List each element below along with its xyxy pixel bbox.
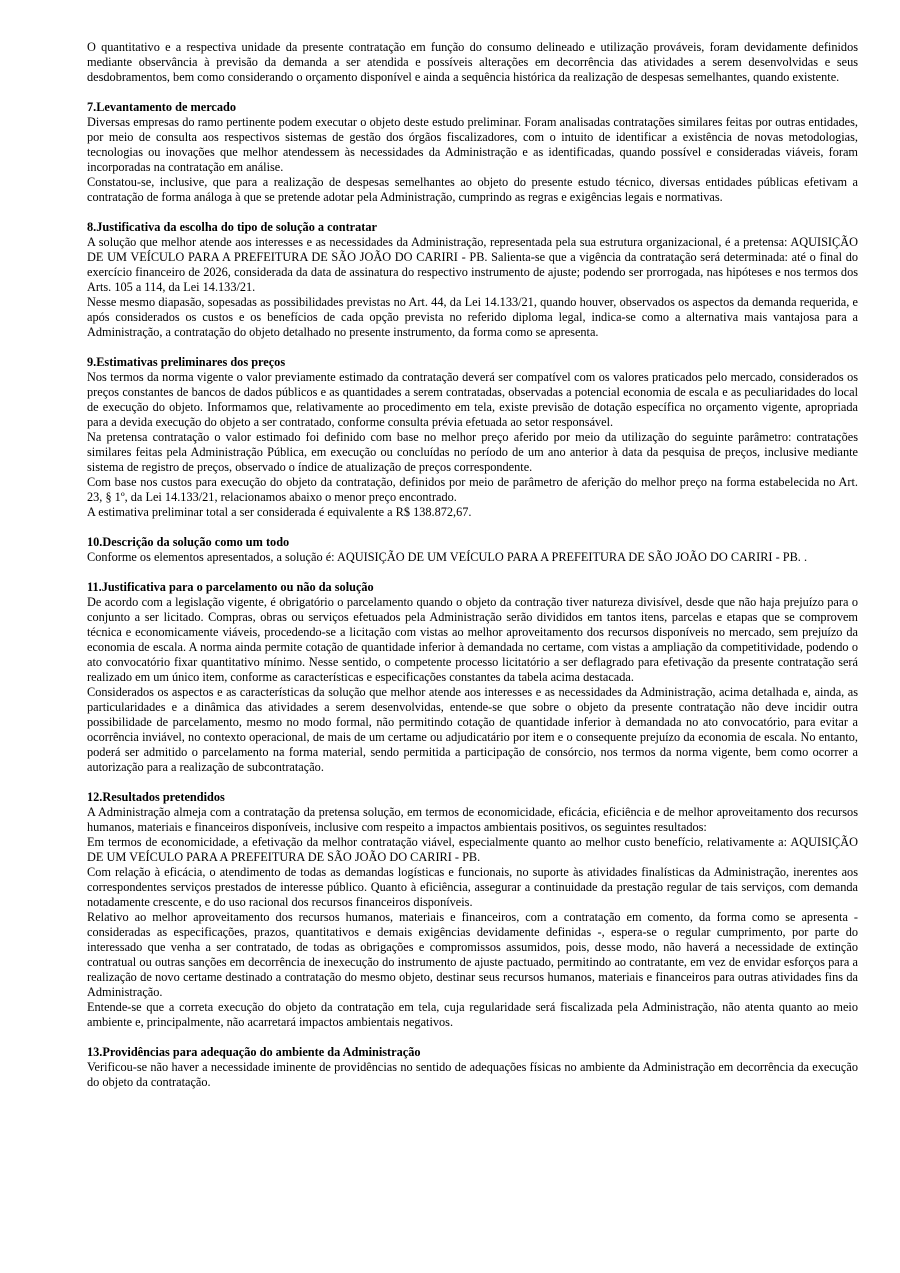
intro-paragraph: O quantitativo e a respectiva unidade da presente contratação em função do consumo delineado e utilização prováveis, foram devidamente definidos mediante observância à previsão da demanda a ser atendida e possíveis alterações em decorrência das atividades a serem desenvolvidas e seus desdobramentos, bem como considerando o orçamento disponível e ainda a sequência histórica da realização de despesas semelhantes, quando existente.: [87, 40, 858, 84]
paragraph: Diversas empresas do ramo pertinente podem executar o objeto deste estudo preliminar. Foram analisadas contratações similares feitas por outras entidades, por meio de consulta aos respectivos sistemas de gestão dos órgãos fiscalizadores, com o intuito de identificar a existência de novas metodologias, tecnologias ou inovações que melhor atendessem às necessidades da Administração e as identificadas, quando possível e consideradas viáveis, foram incorporadas na contratação em análise.: [87, 115, 858, 174]
section-heading: 7.Levantamento de mercado: [87, 100, 237, 114]
paragraph: Verificou-se não haver a necessidade iminente de providências no sentido de adequações físicas no ambiente da Administração em decorrência da execução do objeto da contratação.: [87, 1060, 858, 1089]
paragraph: A Administração almeja com a contratação da pretensa solução, em termos de economicidade, eficácia, eficiência e de melhor aproveitamento dos recursos humanos, materiais e financeiros disponíveis, inclusive com respeito a impactos ambientais positivos, os seguintes resultados:: [87, 805, 858, 834]
paragraph: Conforme os elementos apresentados, a solução é: AQUISIÇÃO DE UM VEÍCULO PARA A PREFEITURA DE SÃO JOÃO DO CARIRI - PB. .: [87, 550, 808, 564]
section-heading: 11.Justificativa para o parcelamento ou não da solução: [87, 580, 374, 594]
paragraph: Com base nos custos para execução do objeto da contratação, definidos por meio de parâmetro de aferição do melhor preço na forma estabelecida no Art. 23, § 1º, da Lei 14.133/21, relacionamos abaixo o menor preço encontrado.: [87, 475, 858, 504]
section-justificativa-escolha: [87, 220, 858, 340]
paragraph: Considerados os aspectos e as características da solução que melhor atende aos interesses e as necessidades da Administração, acima detalhada e, ainda, as particularidades e a dinâmica das atividades a serem desenvolvidas, entende-se que sobre o objeto da presente contratação não deve incidir outra possibilidade de parcelamento, mesmo no modo formal, não permitindo cotação de quantidade inferior à demandada no ato convocatório, para evitar a ocorrência inviável, no contexto operacional, de mais de um certame ou adjudicatário por item e o consequente prejuízo da economia de escala. No entanto, poderá ser admitido o parcelamento na forma material, sendo permitida a participação de consórcio, nos termos da norma vigente, bem como ocorrer a autorização para a realização de subcontratação.: [87, 685, 858, 774]
section-heading: 8.Justificativa da escolha do tipo de solução a contratar: [87, 220, 377, 234]
section-resultados-pretendidos: [87, 790, 858, 1030]
section-levantamento-mercado: [87, 100, 858, 205]
paragraph: Relativo ao melhor aproveitamento dos recursos humanos, materiais e financeiros, com a contratação em comento, da forma como se apresenta - consideradas as especificações, prazos, quantitativos e demais exigências devidamente definidas -, espera-se o regular cumprimento, por parte do interessado que venha a ser contratado, de todas as obrigações e compromissos assumidos, pois, desse modo, não haverá a necessidade de extinção contratual ou outras sanções em decorrência de inexecução do instrumento de ajuste pactuado, permitindo ao contratante, em vez de envidar esforços para a realização de novo certame destinado a contratação do mesmo objeto, destinar seus recursos humanos, materiais e financeiros para outras atividades fins da Administração.: [87, 910, 858, 999]
section-heading: 10.Descrição da solução como um todo: [87, 535, 290, 549]
paragraph: Na pretensa contratação o valor estimado foi definido com base no melhor preço aferido por meio da utilização do seguinte parâmetro: contratações similares feitas pela Administração Pública, em execução ou concluídas no período de um ano anterior à data da pesquisa de preços, inclusive mediante sistema de registro de preços, observado o índice de atualização de preços correspondente.: [87, 430, 858, 474]
total-estimate-paragraph: A estimativa preliminar total a ser considerada é equivalente a R$ 138.872,67.: [87, 505, 472, 519]
section-heading: 9.Estimativas preliminares dos preços: [87, 355, 286, 369]
paragraph: Entende-se que a correta execução do objeto da contratação em tela, cuja regularidade será fiscalizada pela Administração, não atenta quanto ao meio ambiente e, principalmente, não acarretará impactos ambientais negativos.: [87, 1000, 858, 1029]
section-parcelamento: [87, 580, 858, 775]
paragraph: Nos termos da norma vigente o valor previamente estimado da contratação deverá ser compatível com os valores praticados pelo mercado, considerados os preços constantes de bancos de dados públicos e as quantidades a serem contratadas, observadas a potencial economia de escala e as peculiaridades do local de execução do objeto. Informamos que, relativamente ao procedimento em tela, existe previsão de dotação específica no orçamento vigente, apropriada para a devida execução do objeto a ser contratado, conforme consulta prévia efetuada ao setor responsável.: [87, 370, 858, 429]
section-heading: 12.Resultados pretendidos: [87, 790, 225, 804]
paragraph: Com relação à eficácia, o atendimento de todas as demandas logísticas e funcionais, no suporte às atividades finalísticas da Administração, inerentes aos correspondentes serviços prestados de interesse público. Quanto à eficiência, assegurar a continuidade da prestação regular de tais serviços, com demanda notadamente crescente, e do uso racional dos recursos financeiros disponíveis.: [87, 865, 858, 909]
paragraph: Constatou-se, inclusive, que para a realização de despesas semelhantes ao objeto do presente estudo técnico, diversas entidades públicas efetivam a contratação de forma análoga à que se pretende adotar pela Administração, cumprindo as regras e exigências legais e normativas.: [87, 175, 858, 204]
section-providencias-adequacao: [87, 1045, 858, 1090]
paragraph: Em termos de economicidade, a efetivação da melhor contratação viável, especialmente quanto ao melhor custo benefício, relativamente a: AQUISIÇÃO DE UM VEÍCULO PARA A PREFEITURA DE SÃO JOÃO DO CARIRI - PB.: [87, 835, 858, 864]
paragraph: A solução que melhor atende aos interesses e as necessidades da Administração, representada pela sua estrutura organizacional, é a pretensa: AQUISIÇÃO DE UM VEÍCULO PARA A PREFEITURA DE SÃO JOÃO DO CARIRI - PB. Salienta-se que a vigência da contratação será determinada: até o final do exercício financeiro de 2026, considerada da data de assinatura do respectivo instrumento de ajuste; podendo ser prorrogada, nas hipóteses e nos termos dos Arts. 105 a 114, da Lei 14.133/21.: [87, 235, 858, 294]
section-descricao-solucao: [87, 535, 858, 565]
section-estimativas-precos: [87, 355, 858, 520]
section-heading: 13.Providências para adequação do ambiente da Administração: [87, 1045, 421, 1059]
paragraph: Nesse mesmo diapasão, sopesadas as possibilidades previstas no Art. 44, da Lei 14.133/21, quando houver, observados os aspectos da demanda requerida, e após considerados os custos e os benefícios de cada opção prevista no referido diploma legal, indica-se como a alternativa mais vantajosa para a Administração, a contratação do objeto detalhado no presente instrumento, da forma como se apresenta.: [87, 295, 858, 339]
paragraph: De acordo com a legislação vigente, é obrigatório o parcelamento quando o objeto da contração tiver natureza divisível, desde que não haja prejuízo para o conjunto a ser licitado. Compras, obras ou serviços efetuados pela Administração serão divididos em tantos itens, parcelas e etapas que se comprovem técnica e economicamente viáveis, procedendo-se a licitação com vistas ao melhor aproveitamento dos recursos disponíveis no mercado, sem prejuízo da economia de escala. A norma ainda permite cotação de quantidade inferior à demandada no certame, com vistas a ampliação da competitividade, podendo o ato convocatório fixar quantitativo mínimo. Nesse sentido, o competente processo licitatório a ser deflagrado para efetivação da presente contratação será realizado em um único item, conforme as características e especificações constantes da tabela acima destacada.: [87, 595, 858, 684]
